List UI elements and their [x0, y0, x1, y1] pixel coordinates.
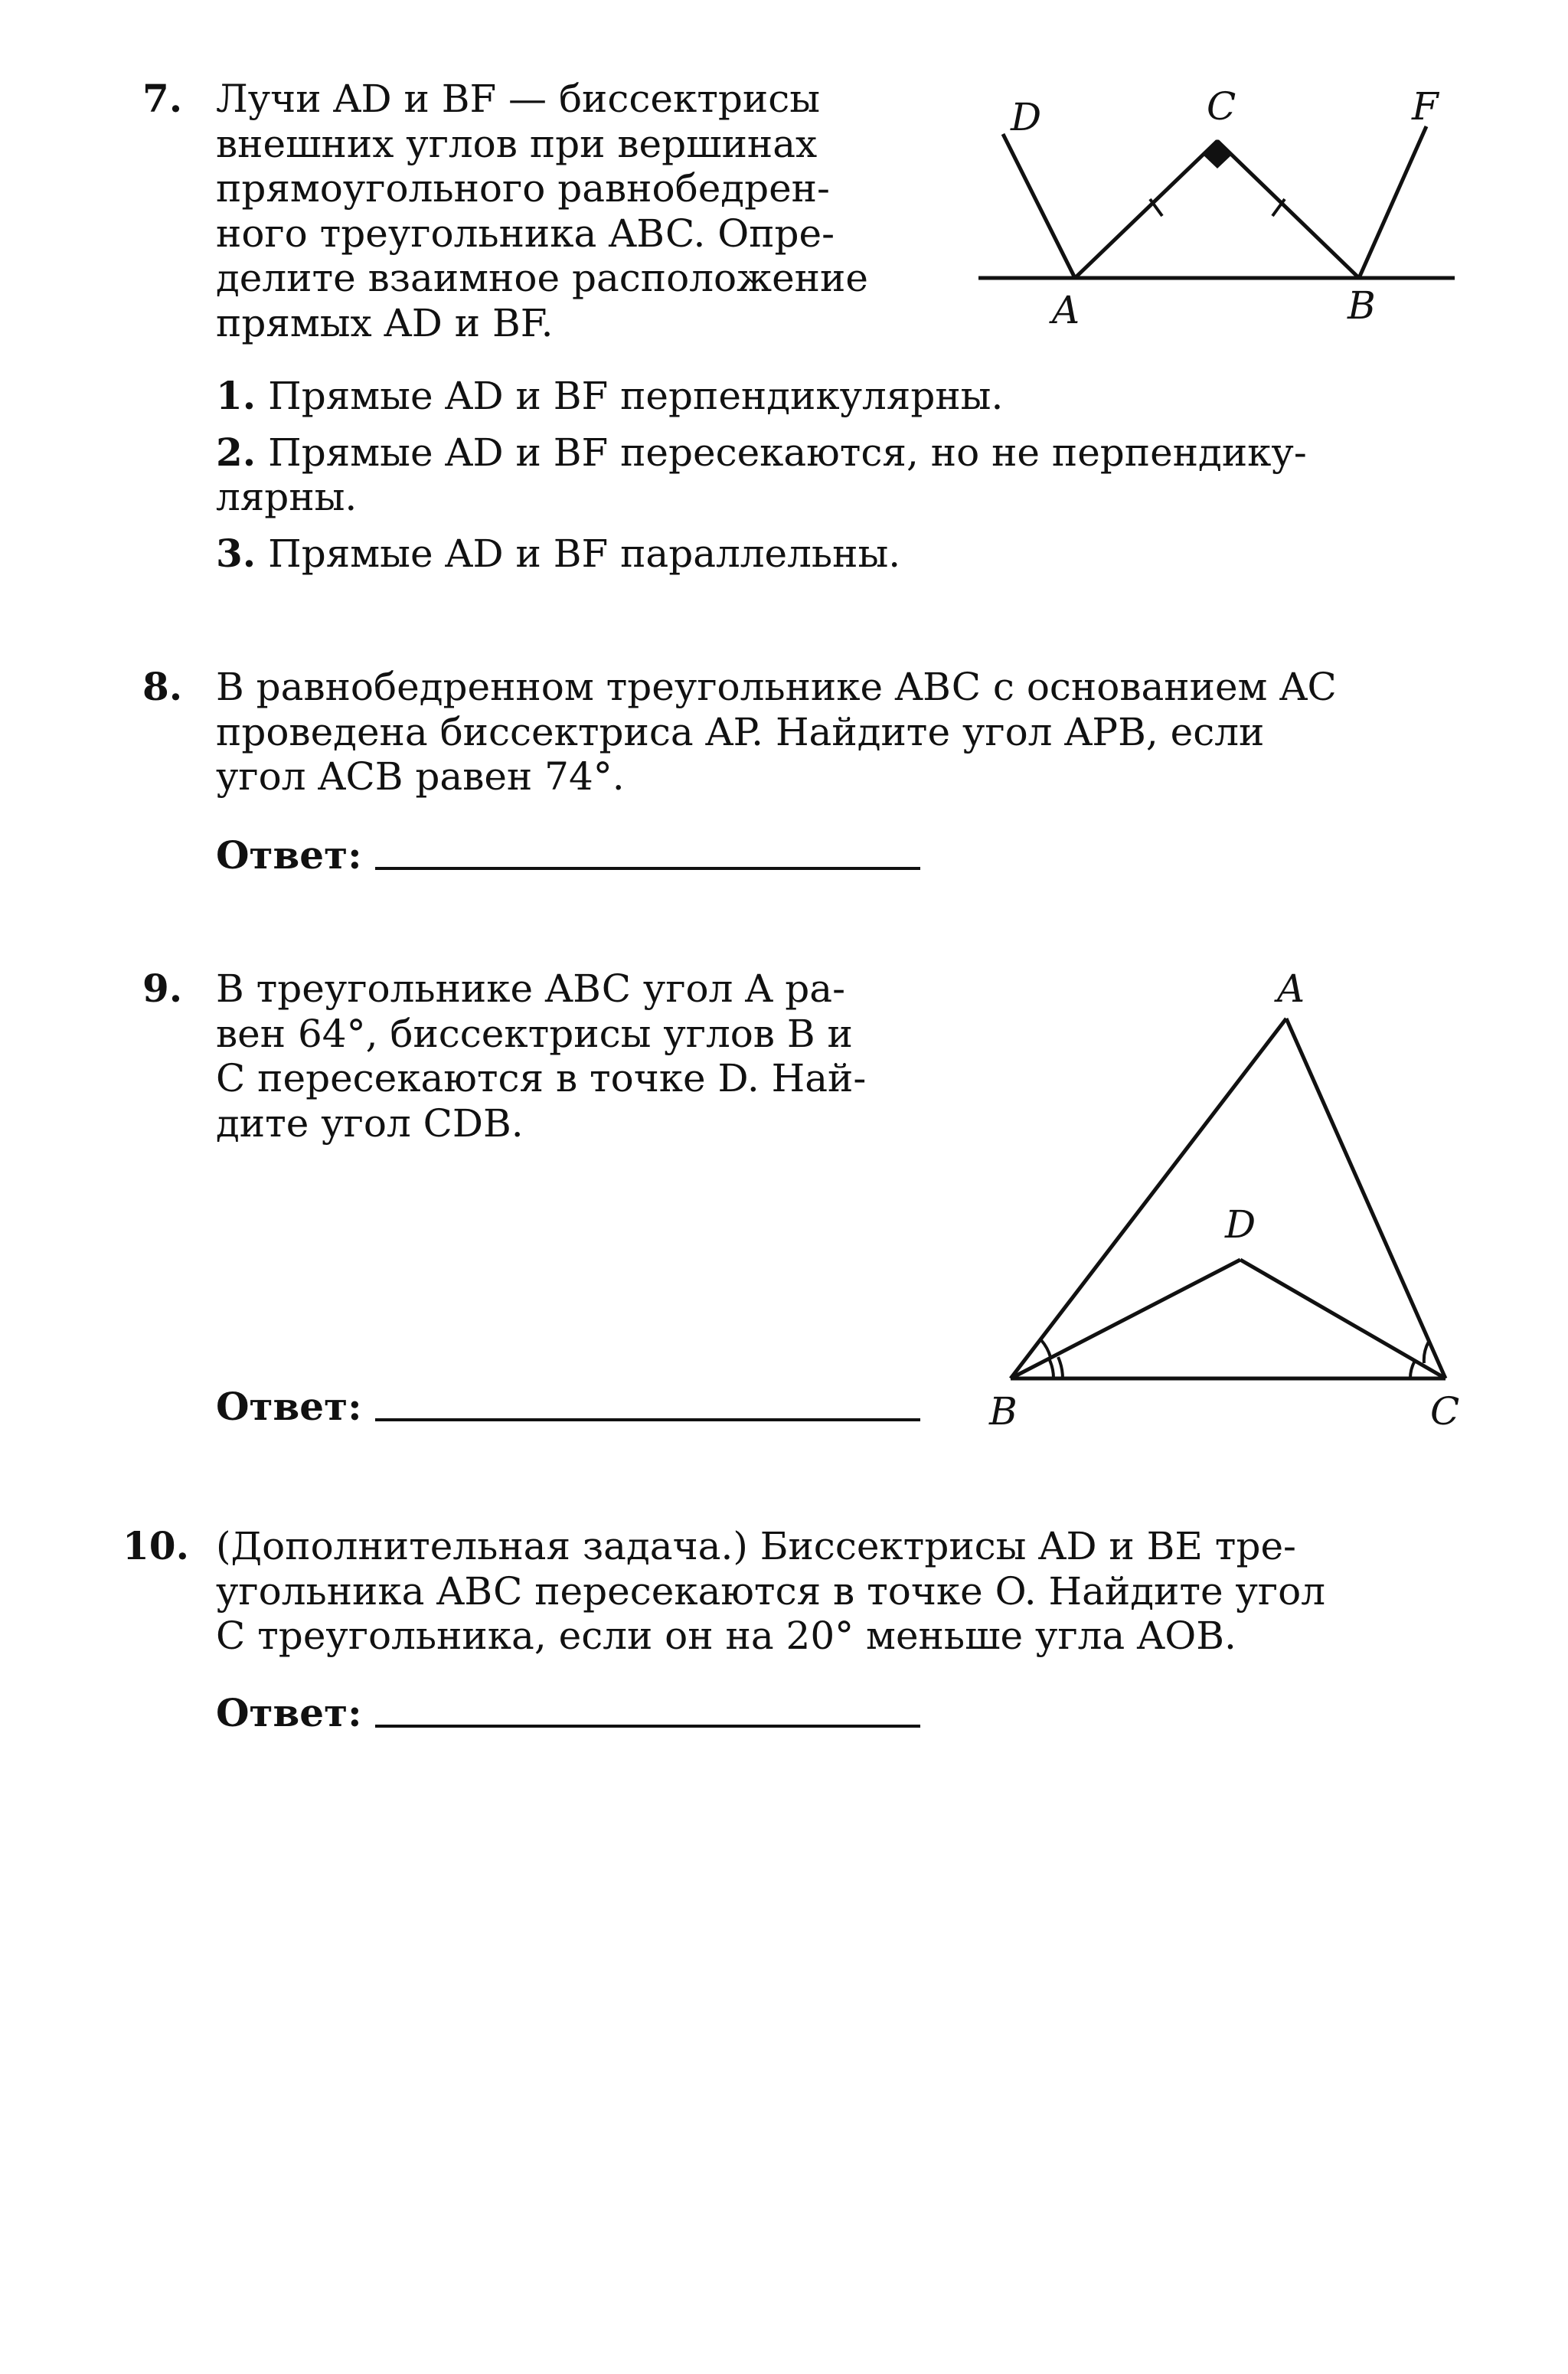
angle-arc-c: [1424, 1342, 1429, 1363]
task-10-line: [216, 1524, 1456, 1569]
right-angle-marker: [1202, 139, 1233, 168]
bisector-cd: [1240, 1260, 1446, 1378]
angle-arc-b: [1049, 1359, 1054, 1378]
label-a: A: [1052, 288, 1080, 332]
task-7-line: прямых AD и BF.: [216, 300, 554, 345]
option-number: 1.: [216, 373, 256, 418]
label-b: B: [1348, 283, 1376, 328]
option-text: Прямые AD и BF перпендикулярны.: [268, 374, 1004, 418]
task-10-number: 10.: [122, 1523, 189, 1568]
task-7-line: ного треугольника ABC. Опре-: [216, 211, 835, 256]
task-8-text: [216, 665, 1456, 800]
task-9-line: C пересекаются в точке D. Най-: [216, 1056, 867, 1100]
task-10-line: C треугольника, если он на 20° меньше угла AOB.: [216, 1614, 1236, 1658]
task-10-line-text: (Дополнительная задача.) Биссектрисы AD и BE тре-: [216, 1524, 1296, 1568]
label-b: B: [989, 1389, 1018, 1434]
task-9-line: В треугольнике ABC угол A ра-: [216, 966, 845, 1011]
task-7-figure: [972, 84, 1493, 337]
angle-arc-c: [1410, 1361, 1415, 1378]
task-7-option-3: [216, 531, 900, 576]
label-d: D: [1225, 1202, 1256, 1247]
task-9-text: [216, 966, 920, 1146]
bisector-bd: [1011, 1260, 1240, 1378]
task-9-answer-line[interactable]: [375, 1418, 920, 1421]
task-7-line: Лучи AD и BF — биссектрисы: [216, 77, 821, 121]
task-7-option-2: [216, 430, 1456, 475]
task-9-line: дите угол CDB.: [216, 1100, 524, 1146]
side-ab: [1011, 1019, 1286, 1378]
label-c: C: [1430, 1389, 1460, 1434]
task-8-line: проведена биссектриса AP. Найдите угол APB, если: [216, 709, 1265, 754]
label-c: C: [1207, 84, 1236, 129]
side-ac: [1075, 141, 1217, 278]
task-7-line: прямоугольного равнобедрен-: [216, 166, 830, 211]
task-8-number: 8.: [142, 664, 183, 709]
label-a: A: [1277, 966, 1305, 1011]
task-7-text: [216, 77, 920, 345]
option-text: Прямые AD и BF пересекаются, но не перпендику-: [268, 430, 1307, 475]
task-9-line: вен 64°, биссектрисы углов B и: [216, 1011, 853, 1056]
ray-ad: [1003, 134, 1075, 278]
task-10-answer-line[interactable]: [375, 1725, 920, 1728]
task-7-option-1: [216, 374, 1003, 418]
task-7-number: 7.: [142, 76, 183, 121]
task-9-number: 9.: [142, 966, 183, 1011]
option-number: 2.: [216, 430, 256, 475]
task-8-answer-line[interactable]: [375, 867, 920, 870]
side-ac: [1286, 1019, 1446, 1378]
angle-arc-b: [1058, 1357, 1063, 1378]
label-f: F: [1412, 84, 1439, 129]
ray-bf: [1359, 126, 1426, 278]
task-9-answer-label: Ответ:: [216, 1384, 362, 1429]
label-d: D: [1011, 95, 1042, 139]
option-number: 3.: [216, 531, 256, 576]
task-8-answer-label: Ответ:: [216, 832, 362, 878]
task-8-line: угол ACB равен 74°.: [216, 754, 625, 799]
angle-arc-b: [1041, 1340, 1050, 1357]
option-text: Прямые AD и BF параллельны.: [268, 531, 901, 576]
task-10-answer-label: Ответ:: [216, 1690, 362, 1735]
task-9-figure: [972, 965, 1524, 1440]
task-10-line: угольника ABC пересекаются в точке O. Найдите угол: [216, 1568, 1325, 1614]
side-cb: [1217, 141, 1359, 278]
task-7-line: внешних углов при вершинах: [216, 121, 818, 166]
task-7-option-2-cont: лярны.: [216, 475, 358, 519]
task-8-line: В равнобедренном треугольнике ABC с основанием AC: [216, 665, 1337, 709]
task-10-text: [216, 1524, 1456, 1659]
task-7-line: делите взаимное расположение: [216, 256, 868, 300]
